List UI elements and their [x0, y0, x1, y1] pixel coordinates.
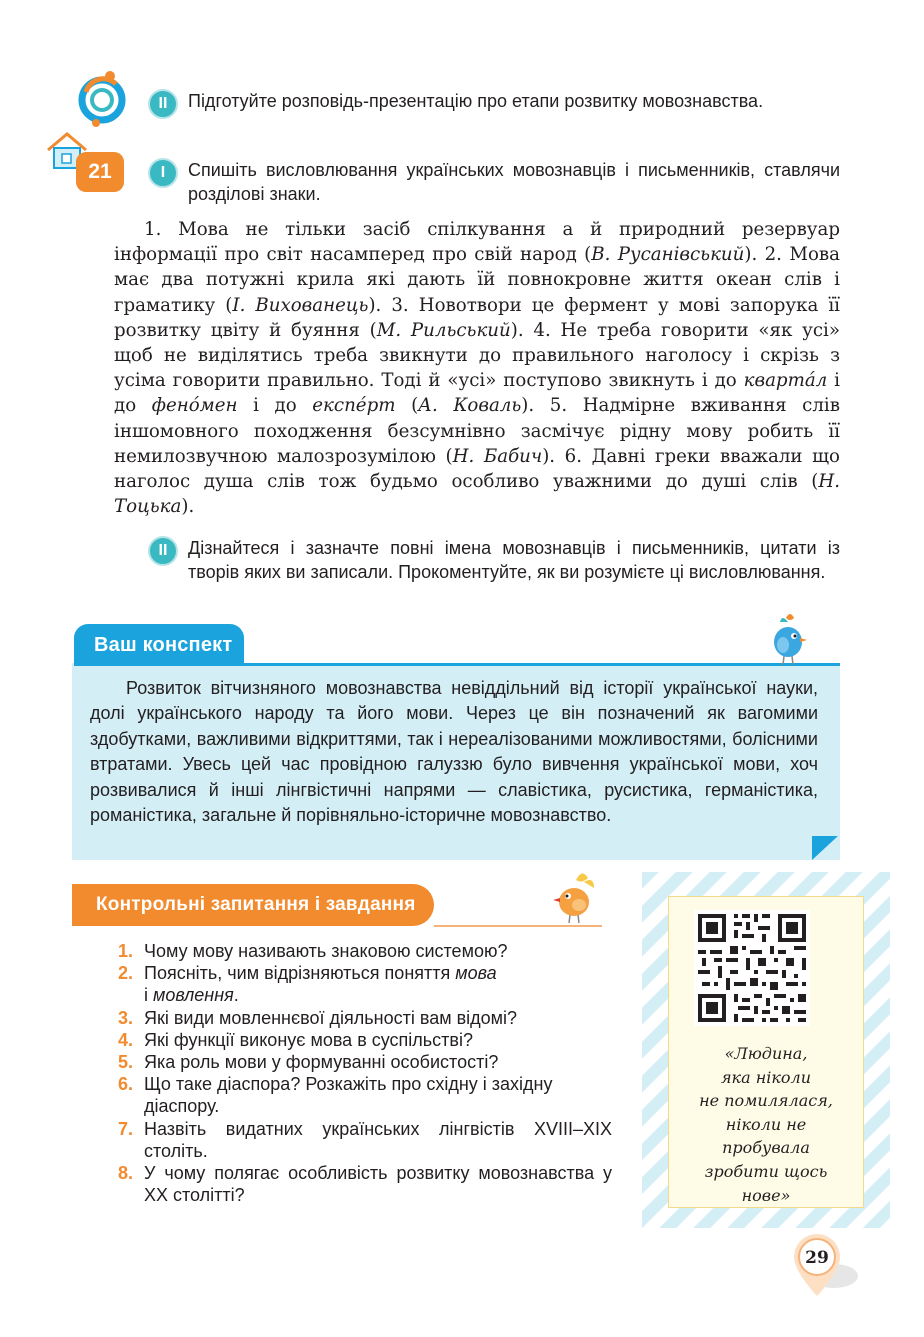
- corner-triangle: [812, 836, 838, 860]
- page-number-badge: [788, 1230, 858, 1300]
- question-number: 8.: [118, 1163, 134, 1184]
- quote-author: Н. Тоцька: [114, 471, 840, 518]
- question-text-part: і: [144, 985, 153, 1006]
- page-number: 29: [805, 1248, 829, 1268]
- list-item: [118, 940, 612, 962]
- qr-code-icon[interactable]: [694, 910, 810, 1026]
- question-text: Назвіть видатних українських лінгвістів XVIII–XIX століть.: [144, 1118, 612, 1161]
- quote-text: 1. Мова не тільки засіб спілкування а й природний резервуар інформації про світ насамперед про свій народ (: [114, 219, 840, 266]
- quote-text: ). 6. Давні греки вважали що наголос душа слів тож будьмо особливо уважними до душі слів (: [114, 445, 840, 493]
- question-text: Що таке діаспора? Розкажіть про східну і західну діаспору.: [144, 1074, 553, 1117]
- question-text: Яка роль мови у формуванні особистості?: [144, 1052, 499, 1073]
- konspekt-divider: [244, 663, 840, 666]
- level-badge: II: [148, 536, 178, 566]
- question-number: 1.: [118, 941, 134, 961]
- stressed-word: фено́мен: [151, 395, 238, 417]
- swirl-icon: [72, 68, 132, 128]
- konspekt-text: Розвиток вітчизняного мовознавства невіддільний від історії української науки, долі українського народу та його мови. Через це він позначений як вагомими здобутками, важливими відкриттями, так і нереалізованими можливостями, болісними втратами. Увесь цей час провідною галуззю було вивчення української мови, хоч розвивалися й інші лінгвістичні напрями — славістика, русистика, германістика, романістика, загальне й порівняльно-історичне мовознавство.: [90, 678, 818, 826]
- list-item: [118, 962, 612, 1006]
- question-number: 4.: [118, 1029, 134, 1050]
- task-text: Підготуйте розповідь-презентацію про етапи розвитку мовознавства.: [188, 91, 764, 111]
- question-text: Які функції виконує мова в суспільстві?: [144, 1029, 474, 1050]
- quote-author: Н. Бабич: [452, 445, 543, 467]
- task-text: Спишіть висловлювання українських мовознавців і письменників, ставлячи розділові знаки.: [188, 160, 840, 204]
- quote-text: і до: [237, 395, 313, 417]
- question-text-part: .: [233, 985, 239, 1006]
- level-badge: I: [148, 158, 178, 188]
- quote-author: М. Рильський: [376, 319, 511, 341]
- task-next: [148, 536, 840, 584]
- list-item: [118, 1029, 612, 1051]
- epigraph-line: ніколи не: [725, 1114, 807, 1134]
- konspekt-title: Ваш конспект: [74, 624, 244, 666]
- list-item: [118, 1007, 612, 1029]
- question-number: 5.: [118, 1052, 134, 1073]
- quote-text: (: [395, 395, 419, 417]
- epigraph-line: не помилялася,: [699, 1091, 833, 1111]
- bird-orange-icon: [550, 868, 600, 924]
- question-text: Які види мовленнєвої діяльності вам відомі?: [144, 1007, 518, 1028]
- question-text: У чому полягає особливість розвитку мовознавства у XX столітті?: [144, 1163, 612, 1206]
- list-item: [118, 1118, 612, 1162]
- question-text-part: Поясніть, чим відрізняються поняття: [144, 963, 456, 984]
- control-title: Контрольні запитання і завдання: [72, 884, 434, 926]
- question-number: 3.: [118, 1007, 134, 1028]
- question-term: мовлення: [153, 985, 234, 1006]
- question-number: 2.: [118, 963, 134, 984]
- control-divider: [434, 925, 602, 927]
- question-number: 7.: [118, 1118, 134, 1139]
- quote-text: ).: [181, 496, 195, 518]
- quote-author: А. Коваль: [418, 395, 522, 417]
- epigraph: [670, 1042, 862, 1207]
- exercise-number: 21: [76, 152, 124, 192]
- quote-author: І. Вихованець: [232, 294, 369, 316]
- quote-text: ). 4. Не треба говорити «як усі» щоб не виділятись треба звикнути до правильного наголосу і скрізь з усіма говорити правильно. Тоді й «усі» поступово звикнуть і до: [114, 319, 841, 392]
- quote-author: В. Русанівський: [591, 244, 745, 266]
- question-number: 6.: [118, 1074, 134, 1095]
- quote-text: і до: [114, 370, 840, 417]
- quotes-paragraph: [114, 217, 840, 519]
- quote-text: ). 5. Надмірне вживання слів іншомовного походження безсумнівно засмічує рідну мову робить її немилозвучною малозрозумілою (: [114, 395, 840, 467]
- bird-blue-icon: [766, 610, 810, 666]
- level-badge: II: [148, 89, 178, 119]
- stressed-word: експе́рт: [312, 395, 396, 417]
- epigraph-line: зробити щось: [704, 1161, 828, 1181]
- list-item: [118, 1162, 612, 1206]
- list-item: [118, 1051, 612, 1073]
- quote-text: ). 2. Мова має два потужні крила які дають їй повнокровне життя океан слів і граматику (: [114, 244, 840, 316]
- quote-text: ). 3. Новотвори це фермент у мові запорука її розвитку цвіту й буяння (: [114, 294, 840, 341]
- task-prev: [148, 89, 840, 119]
- epigraph-line: «Людина,: [724, 1044, 808, 1063]
- question-text: [144, 962, 612, 1006]
- epigraph-line: пробувала: [722, 1138, 810, 1158]
- question-term: мова: [455, 963, 497, 984]
- epigraph-line: нове»: [741, 1185, 791, 1205]
- list-item: [118, 1073, 612, 1117]
- question-text: Чому мову називають знаковою системою?: [144, 941, 508, 961]
- epigraph-line: яка ніколи: [720, 1067, 812, 1087]
- task-text: Дізнайтеся і зазначте повні імена мовознавців і письменників, цитати із творів яких ви записали. Прокоментуйте, як ви розумієте ці висловлювання.: [188, 538, 840, 582]
- stressed-word: кварта́л: [743, 370, 828, 392]
- task-main: [148, 158, 840, 206]
- questions-list: [118, 940, 612, 1206]
